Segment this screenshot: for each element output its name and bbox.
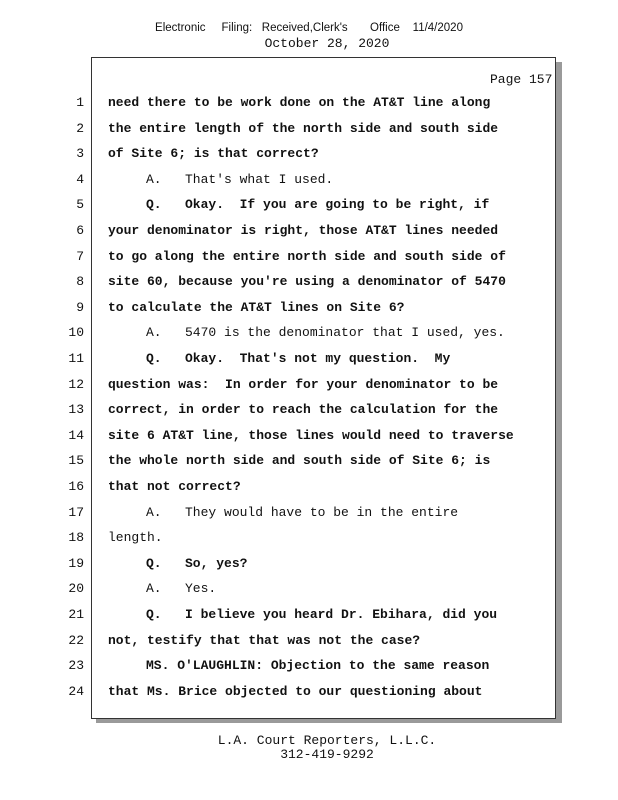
line-number: 14 [68,428,84,443]
line-number: 18 [68,530,84,545]
line-number: 19 [68,556,84,571]
transcript-line: correct, in order to reach the calculation for the [108,402,499,417]
line-number: 20 [68,581,84,596]
transcript-line: not, testify that that was not the case? [108,633,421,648]
transcript-line: A. Yes. [146,581,217,596]
filing-stamp: Electronic Filing: Received,Clerk's Office 11/4/2020 [155,22,463,34]
line-number: 7 [76,249,84,264]
deposition-date: October 28, 2020 [264,36,390,51]
transcript-line: the entire length of the north side and south side [108,121,499,136]
transcript-line: A. That's what I used. [146,172,334,187]
line-number: 2 [76,121,84,136]
transcript-line: to go along the entire north side and south side of [108,249,506,264]
transcript-line: Q. I believe you heard Dr. Ebihara, did you [146,607,498,622]
line-number: 9 [76,300,84,315]
line-number: 5 [76,197,84,212]
line-number: 11 [68,351,84,366]
reporter-phone: 312-419-9292 [280,747,374,762]
line-number: 10 [68,325,84,340]
line-number: 23 [68,658,84,673]
transcript-line: the whole north side and south side of Site 6; is [108,453,491,468]
transcript-line: Q. Okay. If you are going to be right, if [146,197,490,212]
transcript-line: question was: In order for your denominator to be [108,377,499,392]
line-number: 17 [68,505,84,520]
line-number: 1 [76,95,84,110]
reporter-name: L.A. Court Reporters, L.L.C. [217,733,437,748]
transcript-line: of Site 6; is that correct? [108,146,319,161]
transcript-line: your denominator is right, those AT&T lines needed [108,223,499,238]
transcript-line: Q. Okay. That's not my question. My [146,351,451,366]
line-number: 16 [68,479,84,494]
transcript-line: that not correct? [108,479,241,494]
line-number: 4 [76,172,84,187]
line-number: 15 [68,453,84,468]
line-number: 6 [76,223,84,238]
line-number: 3 [76,146,84,161]
line-number: 12 [68,377,84,392]
line-number: 8 [76,274,84,289]
transcript-line: A. 5470 is the denominator that I used, yes. [146,325,505,340]
transcript-line: site 60, because you're using a denominator of 5470 [108,274,506,289]
transcript-line: A. They would have to be in the entire [146,505,459,520]
line-number: 22 [68,633,84,648]
page-number: Page 157 [490,72,553,87]
line-number: 13 [68,402,84,417]
transcript-line: need there to be work done on the AT&T line along [108,95,491,110]
line-number: 21 [68,607,84,622]
transcript-line: to calculate the AT&T lines on Site 6? [108,300,405,315]
line-number: 24 [68,684,84,699]
transcript-line: that Ms. Brice objected to our questioning about [108,684,483,699]
transcript-line: MS. O'LAUGHLIN: Objection to the same reason [146,658,490,673]
transcript-line: Q. So, yes? [146,556,248,571]
transcript-line: length. [108,530,163,545]
transcript-line: site 6 AT&T line, those lines would need to traverse [108,428,514,443]
